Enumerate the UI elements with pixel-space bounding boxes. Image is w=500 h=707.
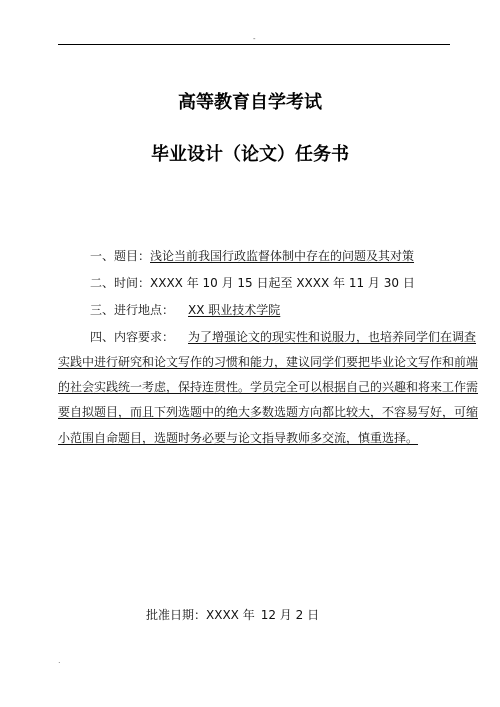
requirements-text-line-5: 小范围自命题目，选题时务必要与论文指导教师多交流，慎重选择。: [58, 431, 419, 445]
requirements-label: 四、内容要求：: [90, 330, 175, 344]
approval-date: [146, 608, 319, 622]
field-time-label: 二、时间：: [90, 276, 151, 290]
field-location-label: 三、进行地点：: [90, 303, 175, 317]
field-time: [90, 276, 415, 290]
requirements-text-line-2: 实践中进行研究和论文写作的习惯和能力，建议同学们要把毕业论文写作和前端: [58, 355, 479, 369]
field-topic: [90, 249, 414, 263]
requirements-text-line-1: 为了增强论文的现实性和说服力，也培养同学们在调查: [188, 330, 477, 344]
field-location: [90, 303, 288, 317]
footer-mark: .: [58, 656, 61, 665]
field-topic-label: 一、题目：: [90, 249, 151, 263]
field-time-value: XXXX 年 10 月 15 日起至 XXXX 年 11 月 30 日: [150, 276, 415, 290]
requirements-line: [90, 330, 477, 344]
header-rule: [58, 44, 450, 45]
header-mark: -: [253, 35, 256, 43]
field-location-value: XX 职业技术学院: [188, 303, 281, 317]
document-main-title: 高等教育自学考试: [178, 92, 322, 113]
approval-label: 批准日期：: [146, 608, 207, 622]
approval-month-day: 12 月 2 日: [260, 608, 320, 622]
approval-year: XXXX 年: [206, 608, 255, 622]
requirements-text-line-3: 的社会实践统一考虑，保持连贯性。学员完全可以根据自己的兴趣和将来工作需: [58, 380, 479, 394]
requirements-text-line-4: 要自拟题目，而且下列选题中的绝大多数选题方向都比较大，不容易写好，可缩: [58, 405, 479, 419]
document-sub-title: 毕业设计（论文）任务书: [151, 144, 349, 165]
field-topic-value: 浅论当前我国行政监督体制中存在的问题及其对策: [150, 249, 415, 263]
